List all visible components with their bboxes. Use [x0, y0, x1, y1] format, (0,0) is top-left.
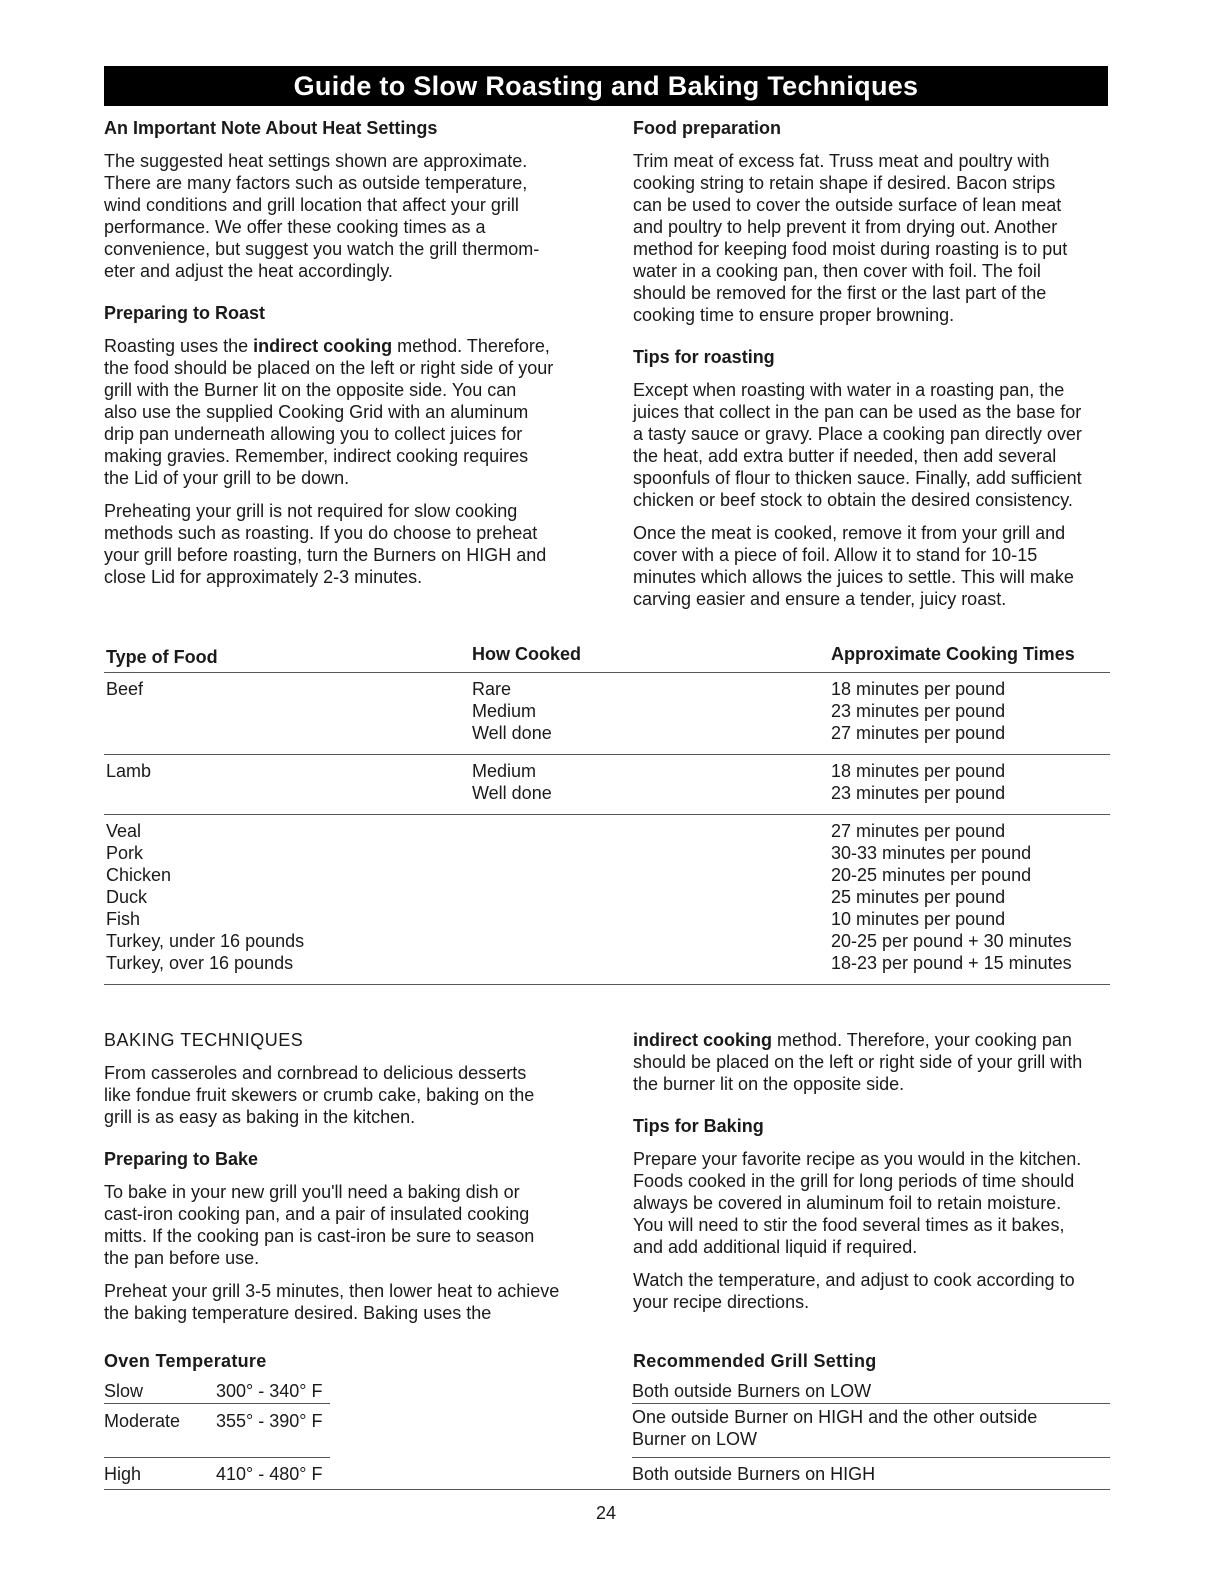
cooking-method: Rare: [472, 679, 512, 699]
food-type: Veal: [106, 821, 142, 841]
text-line: method. Therefore, your cooking pan: [772, 1030, 1072, 1050]
text-line: drip pan underneath allowing you to collect juices for: [104, 424, 523, 444]
grill-setting-text: Both outside Burners on HIGH: [632, 1464, 876, 1484]
cooking-method: Medium: [472, 761, 537, 781]
text-line: carving easier and ensure a tender, juicy roast.: [633, 589, 1007, 609]
grill-setting-text: Both outside Burners on LOW: [632, 1381, 872, 1401]
text-line: close Lid for approximately 2-3 minutes.: [104, 567, 423, 587]
preparing-roast-paragraph-1: [104, 335, 582, 489]
text-line: spoonfuls of flour to thicken sauce. Finally, add sufficient: [633, 468, 1082, 488]
text-line: also use the supplied Cooking Grid with an aluminum: [104, 402, 529, 422]
text-line: always be covered in aluminum foil to retain moisture.: [633, 1193, 1062, 1213]
cooking-time: 18 minutes per pound: [831, 761, 1006, 781]
text-line: cast-iron cooking pan, and a pair of insulated cooking: [104, 1204, 530, 1224]
oven-level-name: Moderate: [104, 1411, 181, 1431]
text-line: cooking string to retain shape if desired. Bacon strips: [633, 173, 1056, 193]
text-line: water in a cooking pan, then cover with foil. The foil: [633, 261, 1041, 281]
tips-baking-paragraph-1: [633, 1148, 1111, 1258]
row-divider: [632, 1457, 1110, 1458]
page-banner-title: Guide to Slow Roasting and Baking Techniques: [104, 66, 1108, 106]
oven-level-name: High: [104, 1464, 142, 1484]
right-column-baking: [633, 1029, 1111, 1324]
tips-roasting-paragraph-1: [633, 379, 1111, 511]
right-column-roasting: [633, 117, 1111, 621]
text-line: To bake in your new grill you'll need a baking dish or: [104, 1182, 520, 1202]
text-line: Except when roasting with water in a roasting pan, the: [633, 380, 1065, 400]
cooking-method: Well done: [472, 723, 552, 743]
text-line: Watch the temperature, and adjust to cook according to: [633, 1270, 1075, 1290]
text-line: the baking temperature desired. Baking uses the: [104, 1303, 492, 1323]
text-line: eter and adjust the heat accordingly.: [104, 261, 393, 281]
method-cell: [472, 678, 552, 744]
page-number: 24: [595, 1503, 617, 1523]
text-line: Once the meat is cooked, remove it from your grill and: [633, 523, 1066, 543]
method-cell: [472, 760, 552, 804]
text-line: performance. We offer these cooking times as a: [104, 217, 486, 237]
text-line: Roasting uses the: [104, 336, 254, 356]
text-line: like fondue fruit skewers or crumb cake, baking on the: [104, 1085, 535, 1105]
cooking-time: 30-33 minutes per pound: [831, 843, 1032, 863]
text-line: your grill before roasting, turn the Burners on HIGH and: [104, 545, 547, 565]
text-line: grill with the Burner lit on the opposite side. You can: [104, 380, 517, 400]
text-line: grill is as easy as baking in the kitchen.: [104, 1107, 416, 1127]
time-cell: [831, 760, 1110, 804]
text-line: making gravies. Remember, indirect cooking requires: [104, 446, 529, 466]
oven-temperature-table: [104, 1348, 1110, 1491]
tips-roasting-heading: Tips for roasting: [633, 347, 775, 367]
text-line: Foods cooked in the grill for long periods of time should: [633, 1171, 1075, 1191]
table-row-group: [104, 755, 1110, 815]
text-line: methods such as roasting. If you do choose to preheat: [104, 523, 538, 543]
heat-note-heading: An Important Note About Heat Settings: [104, 118, 438, 138]
cooking-time: 10 minutes per pound: [831, 909, 1006, 929]
preparing-roast-heading: Preparing to Roast: [104, 303, 266, 323]
row-divider: [104, 1457, 330, 1458]
oven-temperature-range: 355° - 390° F: [216, 1411, 323, 1431]
baking-techniques-heading: BAKING TECHNIQUES: [104, 1030, 304, 1050]
row-divider: [632, 1403, 1110, 1404]
cooking-time: 20-25 per pound + 30 minutes: [831, 931, 1072, 951]
text-line: From casseroles and cornbread to delicious desserts: [104, 1063, 527, 1083]
text-line: the pan before use.: [104, 1248, 260, 1268]
text-line: method. Therefore,: [392, 336, 550, 356]
emphasis-text: indirect cooking: [633, 1030, 773, 1050]
cooking-times-header: [104, 642, 1110, 673]
text-line: cooking time to ensure proper browning.: [633, 305, 955, 325]
column-header-cooking-times: Approximate Cooking Times: [831, 644, 1075, 664]
food-type: Lamb: [106, 761, 152, 781]
food-cell: [106, 820, 304, 974]
text-line: juices that collect in the pan can be used as the base for: [633, 402, 1082, 422]
cooking-time: 18-23 per pound + 15 minutes: [831, 953, 1072, 973]
cooking-time: 18 minutes per pound: [831, 679, 1006, 699]
food-type: Fish: [106, 909, 141, 929]
column-header-grill-setting: Recommended Grill Setting: [633, 1351, 877, 1371]
emphasis-text: indirect cooking: [253, 336, 393, 356]
text-line: Prepare your favorite recipe as you would in the kitchen.: [633, 1149, 1082, 1169]
text-line: cover with a piece of foil. Allow it to stand for 10-15: [633, 545, 1038, 565]
baking-continued-paragraph: [633, 1029, 1111, 1095]
cooking-time: 27 minutes per pound: [831, 821, 1006, 841]
text-line: There are many factors such as outside temperature,: [104, 173, 528, 193]
heat-note-paragraph: [104, 150, 582, 282]
food-type: Turkey, over 16 pounds: [106, 953, 294, 973]
text-line: The suggested heat settings shown are approximate.: [104, 151, 528, 171]
text-line: the food should be placed on the left or right side of your: [104, 358, 554, 378]
text-line: Trim meat of excess fat. Truss meat and poultry with: [633, 151, 1050, 171]
text-line: Burner on LOW: [632, 1429, 758, 1449]
cooking-time: 20-25 minutes per pound: [831, 865, 1032, 885]
food-type: Turkey, under 16 pounds: [106, 931, 305, 951]
table-row-group: [104, 815, 1110, 985]
food-cell: [106, 678, 143, 700]
row-divider: [104, 1403, 330, 1404]
text-line: wind conditions and grill location that affect your grill: [104, 195, 519, 215]
text-line: the heat, add extra butter if needed, then add several: [633, 446, 1057, 466]
food-type: Duck: [106, 887, 148, 907]
cooking-time: 23 minutes per pound: [831, 783, 1006, 803]
text-line: Preheat your grill 3-5 minutes, then lower heat to achieve: [104, 1281, 560, 1301]
column-header-oven-temperature: Oven Temperature: [104, 1351, 267, 1371]
text-line: mitts. If the cooking pan is cast-iron be sure to season: [104, 1226, 535, 1246]
text-line: and add additional liquid if required.: [633, 1237, 918, 1257]
preparing-roast-paragraph-2: [104, 500, 582, 588]
tips-baking-heading: Tips for Baking: [633, 1116, 764, 1136]
tips-baking-paragraph-2: [633, 1269, 1111, 1313]
text-line: the Lid of your grill to be down.: [104, 468, 350, 488]
table-row: [104, 1459, 1110, 1491]
left-column-roasting: [104, 117, 582, 599]
text-line: One outside Burner on HIGH and the other outside: [632, 1407, 1038, 1427]
text-line: minutes which allows the juices to settle. This will make: [633, 567, 1074, 587]
table-row: [104, 1405, 1110, 1459]
food-type: Chicken: [106, 865, 172, 885]
text-line: chicken or beef stock to obtain the desired consistency.: [633, 490, 1073, 510]
text-line: should be placed on the left or right side of your grill with: [633, 1052, 1083, 1072]
text-line: the burner lit on the opposite side.: [633, 1074, 905, 1094]
baking-intro-paragraph: [104, 1062, 582, 1128]
preparing-bake-heading: Preparing to Bake: [104, 1149, 259, 1169]
preparing-bake-paragraph-2: [104, 1280, 582, 1324]
grill-setting-text: [632, 1406, 1110, 1450]
left-column-baking: [104, 1029, 582, 1335]
text-line: method for keeping food moist during roasting is to put: [633, 239, 1068, 259]
column-header-type-of-food: Type of Food: [106, 647, 218, 667]
food-prep-heading: Food preparation: [633, 118, 781, 138]
food-type: Beef: [106, 679, 144, 699]
tips-roasting-paragraph-2: [633, 522, 1111, 610]
oven-temperature-range: 300° - 340° F: [216, 1381, 323, 1401]
text-line: You will need to stir the food several times as it bakes,: [633, 1215, 1065, 1235]
text-line: your recipe directions.: [633, 1292, 810, 1312]
time-cell: [831, 678, 1110, 744]
cooking-method: Well done: [472, 783, 552, 803]
oven-temperature-range: 410° - 480° F: [216, 1464, 323, 1484]
cooking-time: 23 minutes per pound: [831, 701, 1006, 721]
cooking-times-table: [104, 642, 1110, 985]
food-cell: [106, 760, 151, 782]
text-line: convenience, but suggest you watch the grill thermom-: [104, 239, 540, 259]
food-prep-paragraph: [633, 150, 1111, 326]
cooking-time: 25 minutes per pound: [831, 887, 1006, 907]
column-header-how-cooked: How Cooked: [472, 644, 582, 664]
table-bottom-rule: [104, 1489, 1110, 1490]
text-line: and poultry to help prevent it from drying out. Another: [633, 217, 1058, 237]
text-line: Preheating your grill is not required for slow cooking: [104, 501, 518, 521]
time-cell: [831, 820, 1110, 974]
preparing-bake-paragraph-1: [104, 1181, 582, 1269]
table-row: [104, 1378, 1110, 1405]
text-line: can be used to cover the outside surface of lean meat: [633, 195, 1062, 215]
text-line: should be removed for the first or the last part of the: [633, 283, 1047, 303]
table-row-group: [104, 673, 1110, 755]
oven-table-header: [104, 1348, 1110, 1378]
text-line: a tasty sauce or gravy. Place a cooking pan directly over: [633, 424, 1082, 444]
oven-level-name: Slow: [104, 1381, 144, 1401]
cooking-method: Medium: [472, 701, 537, 721]
cooking-time: 27 minutes per pound: [831, 723, 1006, 743]
food-type: Pork: [106, 843, 144, 863]
